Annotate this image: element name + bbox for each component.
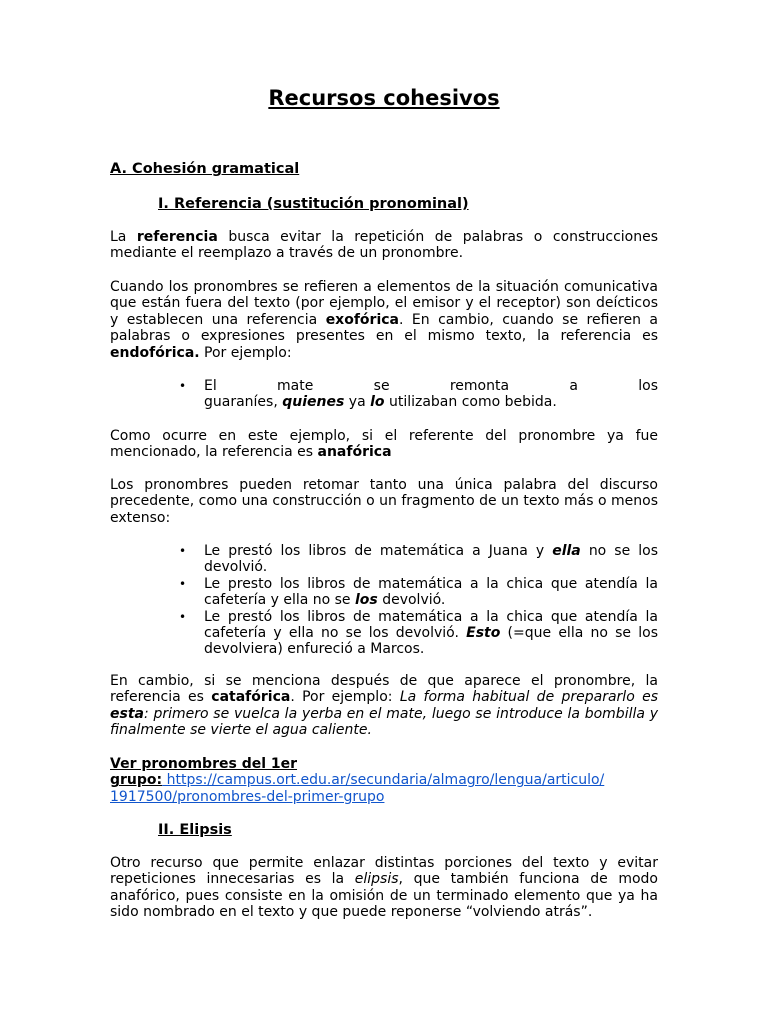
text: Cuando los pronombres se refieren a elementos de la situación comunicativa que están fuera del texto (por ejemplo, el emisor y el receptor) son deícticos y establecen una referencia — [110, 279, 658, 328]
list-item — [179, 543, 659, 576]
list-item — [179, 608, 658, 658]
text: El mate se remonta a los — [204, 378, 658, 394]
text: Le prestó los libros de matemática a la chica que atendía la cafetería y ella no se los devolvió. — [204, 608, 658, 642]
text: La — [110, 229, 137, 245]
term-anaforica: anafórica — [317, 444, 392, 461]
text: (=que ella no se los devolviera) enfureció a Marcos. — [204, 625, 658, 658]
term-referencia: referencia — [136, 229, 218, 245]
example-text: La forma habitual de prepararlo es — [399, 689, 658, 706]
bullet-icon: • — [179, 576, 187, 591]
section-heading-referencia: I. Referencia (sustitución pronominal) — [158, 196, 469, 212]
section-heading-elipsis: II. Elipsis — [158, 822, 232, 838]
section-heading-a: A. Cohesión gramatical — [110, 161, 300, 177]
text: no se los devolvió. — [204, 543, 659, 576]
example-list-2 — [179, 543, 659, 658]
bullet-icon: • — [179, 609, 187, 624]
pronombres-link[interactable] — [110, 772, 604, 804]
pronoun-esto: Esto — [466, 625, 501, 642]
paragraph-referencia-def — [110, 229, 658, 262]
text: , que también funciona de modo anafórico, pues consiste en la omisión de un terminado elemento que ya ha sido nombrado en el texto y que puede reponerse “volviendo atrás”. — [110, 871, 658, 921]
text: Como ocurre en este ejemplo, si el referente del pronombre ya fue mencionado, la referencia es — [110, 428, 658, 461]
example-text: : primero se vuelca la yerba en el mate, luego se introduce la bombilla y finalmente se vierte el agua caliente. — [110, 705, 658, 739]
term-endoforica: endofórica. — [110, 344, 200, 361]
paragraph-pronombres: Los pronombres pueden retomar tanto una única palabra del discurso precedente, como una construcción o un fragmento de un texto más o menos extenso: — [110, 477, 658, 526]
term-exoforica: exofórica — [325, 311, 399, 328]
paragraph-cataforica — [110, 673, 658, 739]
text: Le prestó los libros de matemática a Juana y — [204, 543, 553, 559]
text: devolvió. — [377, 592, 446, 609]
link-text: https://campus.ort.edu.ar/secundaria/almagro/lengua/articulo/ — [162, 772, 605, 789]
bullet-icon: • — [179, 544, 187, 558]
pronoun-ella: ella — [552, 543, 581, 559]
link-text: 1917500/pronombres-del-primer-grupo — [110, 788, 385, 805]
text: Por ejemplo: — [199, 344, 292, 361]
text: . Por ejemplo: — [290, 689, 400, 706]
see-pronouns-label: Ver pronombres del 1er — [110, 756, 298, 772]
see-pronouns-link-block — [110, 756, 658, 805]
list-item — [179, 378, 658, 411]
text: . En cambio, cuando se refieren a palabras o expresiones presentes en el mismo texto, la referencia es — [110, 311, 658, 345]
list-item — [179, 575, 658, 609]
text: Le presto los libros de matemática a la chica que atendía la cafetería y ella no se — [204, 575, 658, 609]
see-pronouns-label: grupo: — [110, 772, 163, 789]
term-elipsis: elipsis — [354, 871, 399, 888]
pronoun-quienes: quienes — [282, 394, 345, 411]
text: Otro recurso que permite enlazar distintas porciones del texto y evitar repeticiones innecesarias es la — [110, 855, 658, 888]
paragraph-elipsis — [110, 855, 658, 921]
text: En cambio, si se menciona después de que aparece el pronombre, la referencia es — [110, 673, 658, 706]
example-list-1 — [179, 378, 658, 411]
paragraph-exoforica-endoforica — [110, 279, 658, 361]
text: busca evitar la repetición de palabras o construcciones mediante el reemplazo a través de un pronombre. — [110, 229, 658, 262]
paragraph-anaforica — [110, 428, 658, 461]
pronoun-lo: lo — [370, 394, 385, 411]
text: utilizaban como bebida. — [384, 394, 557, 411]
bullet-icon: • — [179, 379, 187, 393]
pronoun-esta: esta — [110, 705, 144, 722]
term-cataforica: catafórica — [211, 689, 291, 706]
text: guaraníes, — [204, 394, 283, 411]
text: ya — [344, 394, 371, 411]
pronoun-los: los — [355, 592, 378, 609]
page-title: Recursos cohesivos — [268, 86, 500, 110]
